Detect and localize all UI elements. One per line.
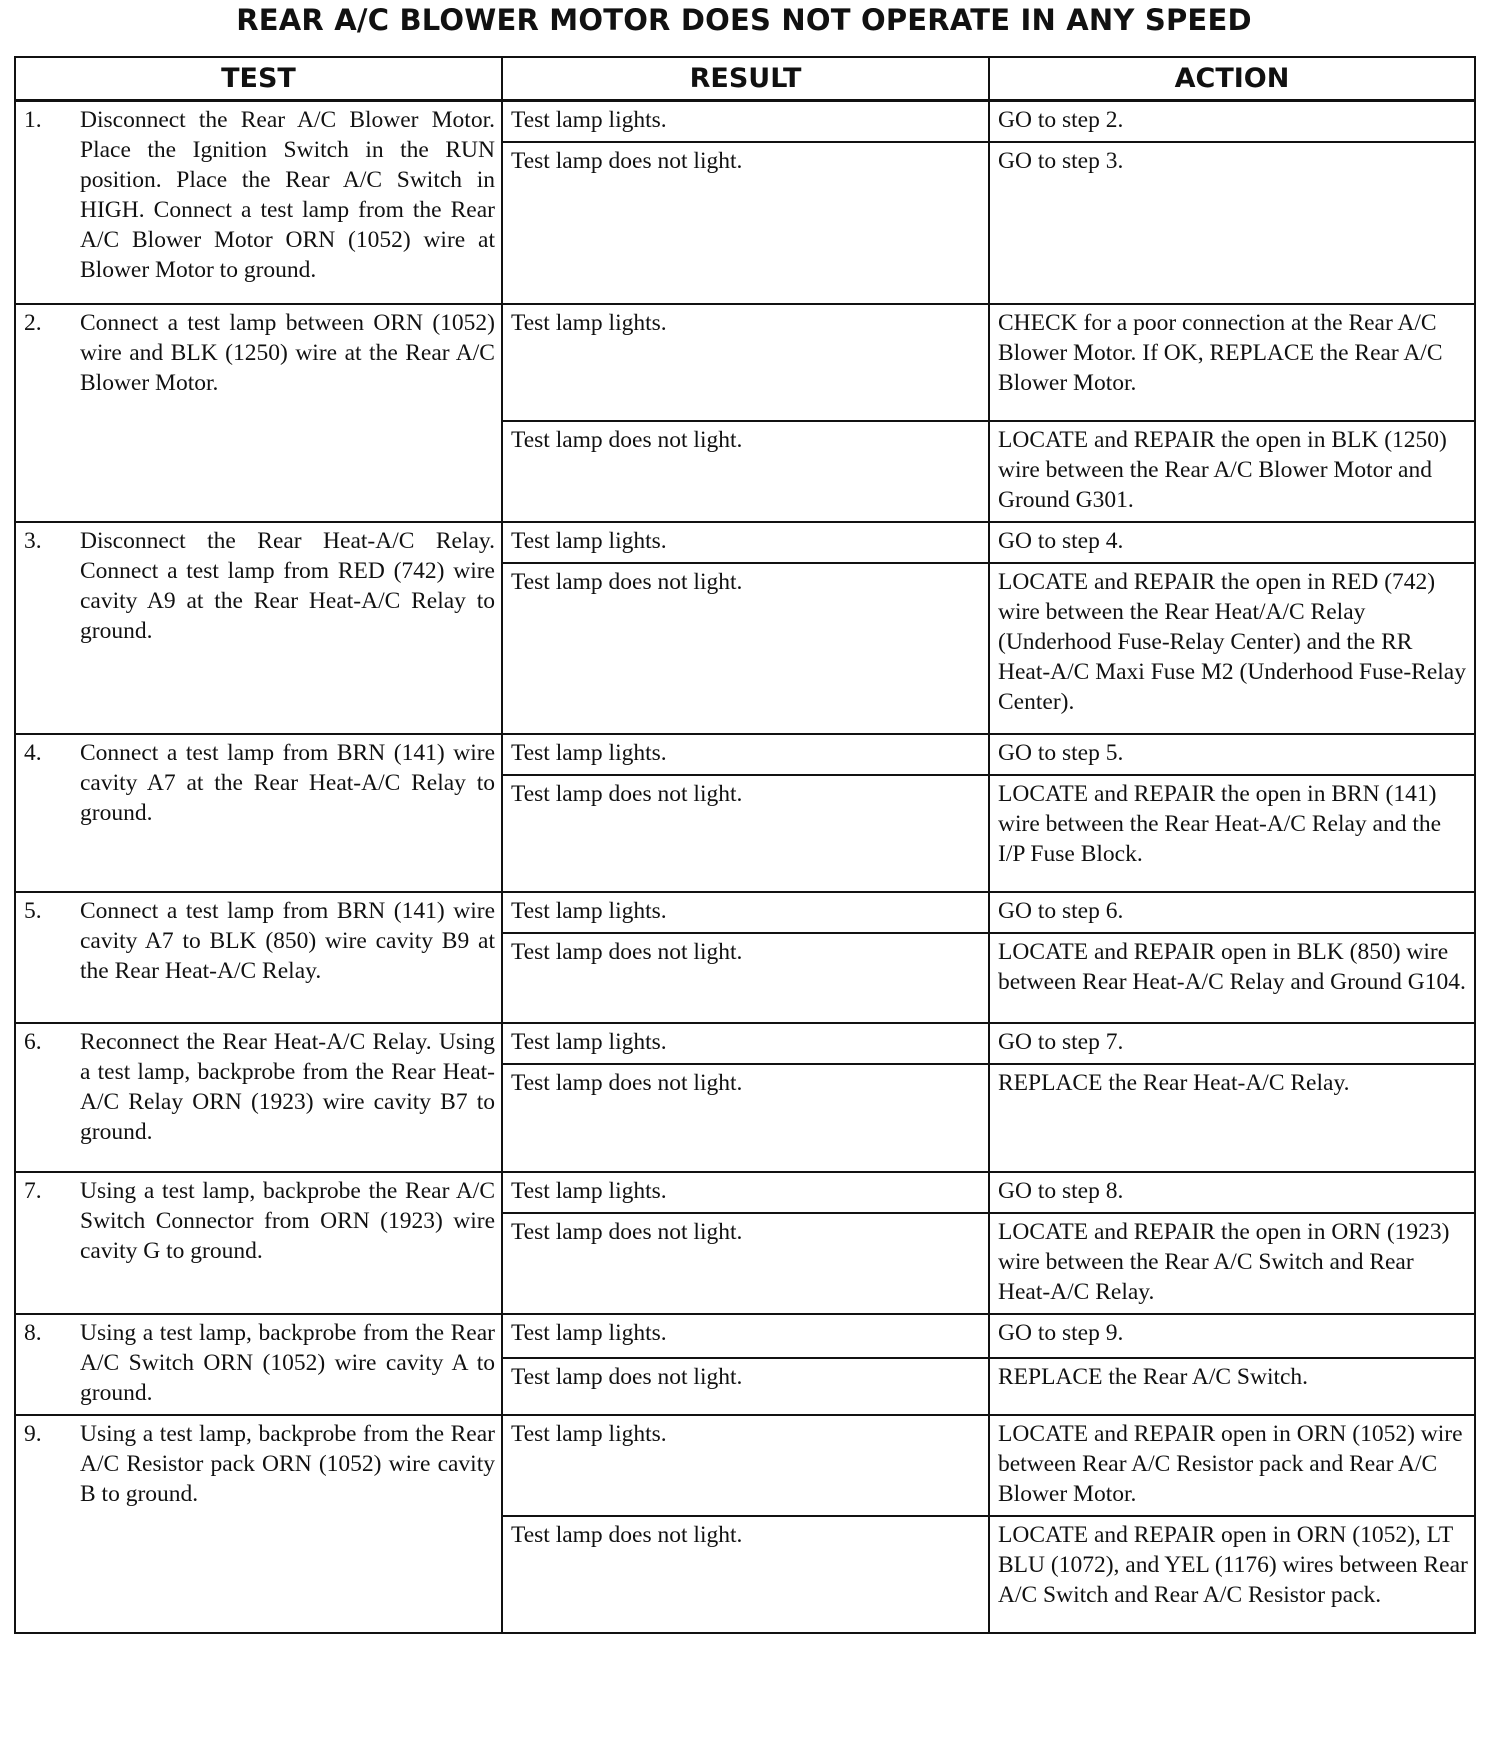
test-instruction: Using a test lamp, backprobe from the Rear A/C Resistor pack ORN (1052) wire cavity B to ground. — [80, 1421, 495, 1507]
step-number: 1. — [24, 107, 42, 133]
table-row — [15, 1314, 1475, 1358]
table-row — [15, 1023, 1475, 1064]
result-cell: Test lamp does not light. — [502, 1516, 989, 1633]
table-row — [15, 1172, 1475, 1213]
step-number: 8. — [24, 1320, 42, 1346]
step-number: 4. — [24, 740, 42, 766]
test-instruction: Using a test lamp, backprobe from the Rear A/C Switch ORN (1052) wire cavity A to ground. — [80, 1320, 495, 1406]
action-cell: GO to step 9. — [989, 1314, 1475, 1358]
column-header-action: ACTION — [989, 57, 1475, 101]
step-number: 3. — [24, 528, 42, 554]
result-cell: Test lamp does not light. — [502, 775, 989, 892]
test-cell — [15, 1314, 502, 1415]
column-header-test: TEST — [15, 57, 502, 101]
result-cell: Test lamp does not light. — [502, 1064, 989, 1172]
table-row — [15, 892, 1475, 933]
action-cell: LOCATE and REPAIR the open in BLK (1250) wire between the Rear A/C Blower Motor and Ground G301. — [989, 421, 1475, 522]
table-row — [15, 522, 1475, 563]
result-cell: Test lamp lights. — [502, 522, 989, 563]
action-cell: GO to step 3. — [989, 142, 1475, 304]
test-cell — [15, 892, 502, 1023]
action-cell: LOCATE and REPAIR the open in BRN (141) wire between the Rear Heat-A/C Relay and the I/P Fuse Block. — [989, 775, 1475, 892]
action-cell: LOCATE and REPAIR open in BLK (850) wire between Rear Heat-A/C Relay and Ground G104. — [989, 933, 1475, 1023]
result-cell: Test lamp does not light. — [502, 563, 989, 734]
step-number: 7. — [24, 1178, 42, 1204]
table-row — [15, 1415, 1475, 1516]
test-cell — [15, 522, 502, 734]
table-row — [15, 734, 1475, 775]
result-cell: Test lamp lights. — [502, 1415, 989, 1516]
result-cell: Test lamp lights. — [502, 734, 989, 775]
test-cell — [15, 101, 502, 305]
action-cell: LOCATE and REPAIR the open in ORN (1923) wire between the Rear A/C Switch and Rear Heat-A/C Relay. — [989, 1213, 1475, 1314]
test-instruction: Disconnect the Rear Heat-A/C Relay. Connect a test lamp from RED (742) wire cavity A9 at the Rear Heat-A/C Relay to ground. — [80, 528, 495, 644]
action-cell: LOCATE and REPAIR open in ORN (1052), LT BLU (1072), and YEL (1176) wires between Rear A/C Switch and Rear A/C Resistor pack. — [989, 1516, 1475, 1633]
step-number: 9. — [24, 1421, 42, 1447]
diagnostic-table — [14, 56, 1476, 1634]
result-cell: Test lamp lights. — [502, 101, 989, 143]
step-number: 6. — [24, 1029, 42, 1055]
result-cell: Test lamp lights. — [502, 304, 989, 421]
test-cell — [15, 304, 502, 522]
action-cell: GO to step 2. — [989, 101, 1475, 143]
action-cell: GO to step 6. — [989, 892, 1475, 933]
result-cell: Test lamp does not light. — [502, 1213, 989, 1314]
action-cell: LOCATE and REPAIR the open in RED (742) wire between the Rear Heat/A/C Relay (Underhood Fuse-Relay Center) and the RR Heat-A/C Maxi Fuse M2 (Underhood Fuse-Relay Center). — [989, 563, 1475, 734]
test-instruction: Disconnect the Rear A/C Blower Motor. Place the Ignition Switch in the RUN position. Place the Rear A/C Switch in HIGH. Connect a test lamp from the Rear A/C Blower Motor ORN (1052) wire at Blower Motor to ground. — [80, 107, 495, 283]
page-title: REAR A/C BLOWER MOTOR DOES NOT OPERATE IN ANY SPEED — [236, 3, 1252, 37]
result-cell: Test lamp does not light. — [502, 421, 989, 522]
test-cell — [15, 1172, 502, 1314]
column-header-result: RESULT — [502, 57, 989, 101]
action-cell: REPLACE the Rear Heat-A/C Relay. — [989, 1064, 1475, 1172]
action-cell: GO to step 7. — [989, 1023, 1475, 1064]
test-instruction: Connect a test lamp from BRN (141) wire cavity A7 to BLK (850) wire cavity B9 at the Rear Heat-A/C Relay. — [80, 898, 495, 984]
action-cell: GO to step 5. — [989, 734, 1475, 775]
result-cell: Test lamp lights. — [502, 1314, 989, 1358]
table-body — [15, 101, 1475, 1634]
action-cell: CHECK for a poor connection at the Rear A/C Blower Motor. If OK, REPLACE the Rear A/C Blower Motor. — [989, 304, 1475, 421]
result-cell: Test lamp does not light. — [502, 142, 989, 304]
action-cell: GO to step 8. — [989, 1172, 1475, 1213]
test-instruction: Connect a test lamp from BRN (141) wire cavity A7 at the Rear Heat-A/C Relay to ground. — [80, 740, 495, 826]
result-cell: Test lamp lights. — [502, 892, 989, 933]
action-cell: REPLACE the Rear A/C Switch. — [989, 1358, 1475, 1415]
test-instruction: Reconnect the Rear Heat-A/C Relay. Using a test lamp, backprobe from the Rear Heat-A/C Relay ORN (1923) wire cavity B7 to ground. — [80, 1029, 495, 1145]
test-cell — [15, 734, 502, 892]
table-header-row — [15, 57, 1475, 101]
result-cell: Test lamp lights. — [502, 1023, 989, 1064]
test-instruction: Using a test lamp, backprobe the Rear A/C Switch Connector from ORN (1923) wire cavity G to ground. — [80, 1178, 495, 1264]
step-number: 5. — [24, 898, 42, 924]
test-cell — [15, 1415, 502, 1633]
result-cell: Test lamp does not light. — [502, 1358, 989, 1415]
test-instruction: Connect a test lamp between ORN (1052) wire and BLK (1250) wire at the Rear A/C Blower Motor. — [80, 310, 495, 396]
result-cell: Test lamp does not light. — [502, 933, 989, 1023]
action-cell: LOCATE and REPAIR open in ORN (1052) wire between Rear A/C Resistor pack and Rear A/C Blower Motor. — [989, 1415, 1475, 1516]
step-number: 2. — [24, 310, 42, 336]
result-cell: Test lamp lights. — [502, 1172, 989, 1213]
table-row — [15, 101, 1475, 143]
test-cell — [15, 1023, 502, 1172]
table-row — [15, 304, 1475, 421]
action-cell: GO to step 4. — [989, 522, 1475, 563]
